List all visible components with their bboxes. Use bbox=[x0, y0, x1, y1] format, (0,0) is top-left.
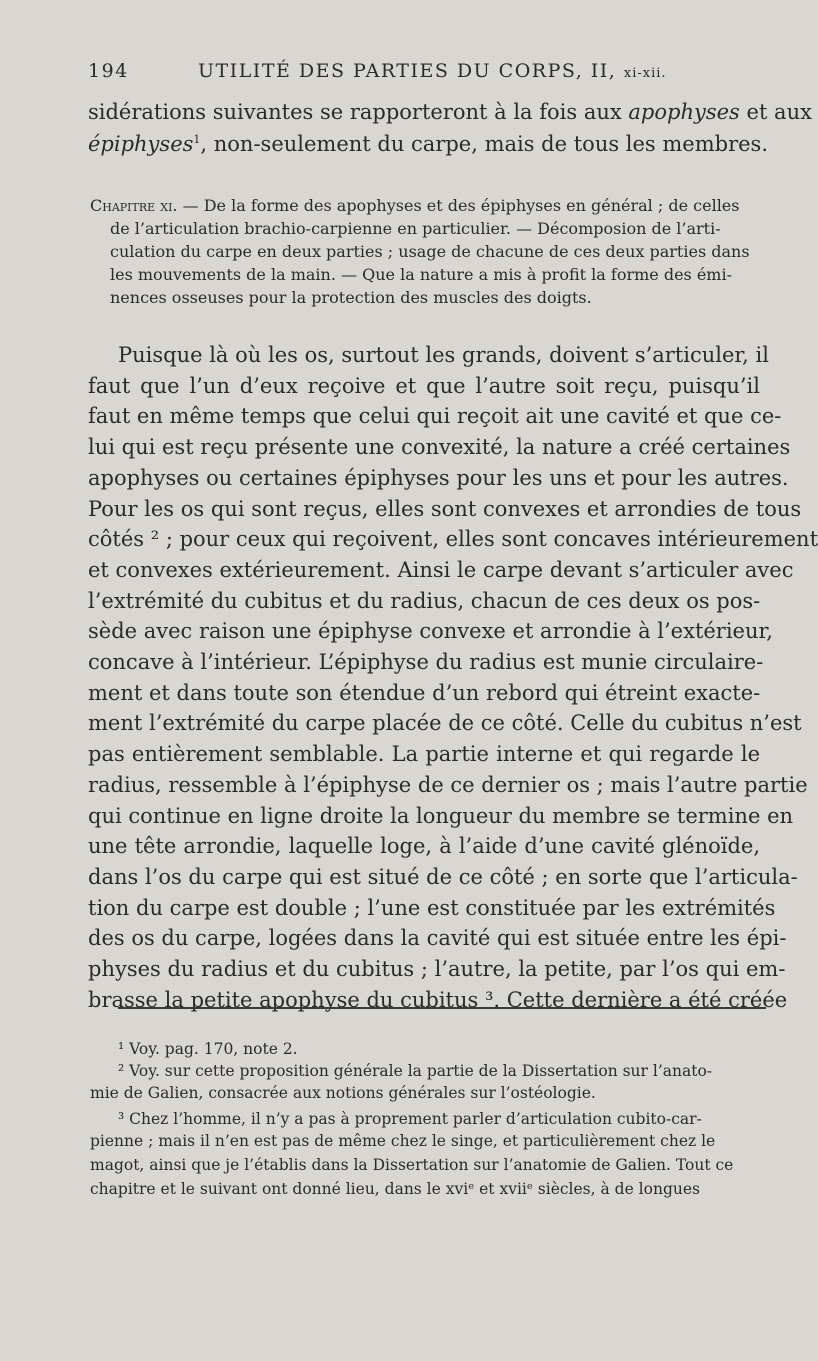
footnote: mie de Galien, consacrée aux notions générales sur l’ostéologie. bbox=[90, 1084, 596, 1102]
body-line: dans l’os du carpe qui est situé de ce côté ; en sorte que l’articula- bbox=[88, 864, 798, 889]
page-number: 194 bbox=[88, 60, 129, 82]
intro-italic-term: épiphyses bbox=[88, 132, 194, 156]
summary-line: culation du carpe en deux parties ; usage de chacune de ces deux parties dans bbox=[110, 242, 750, 261]
summary-line: les mouvements de la main. — Que la nature a mis à profit la forme des émi- bbox=[110, 265, 732, 284]
running-title: UTILITÉ DES PARTIES DU CORPS, II, bbox=[198, 60, 617, 82]
summary-line: nences osseuses pour la protection des muscles des doigts. bbox=[110, 288, 592, 307]
body-line: Pour les os qui sont reçus, elles sont convexes et arrondies de tous bbox=[88, 496, 802, 521]
footnote: magot, ainsi que je l’établis dans la Dissertation sur l’anatomie de Galien. Tout ce bbox=[90, 1156, 734, 1174]
body-line: tion du carpe est double ; l’une est constituée par les extrémités bbox=[88, 895, 776, 920]
footnote-ref: 1 bbox=[193, 133, 201, 146]
intro-italic-term: apophyses bbox=[628, 100, 740, 124]
summary-line: de l’articulation brachio-carpienne en particulier. — Décomposion de l’arti- bbox=[110, 219, 721, 238]
body-line: côtés ² ; pour ceux qui reçoivent, elles sont concaves intérieurement bbox=[88, 527, 818, 552]
footnote: ² Voy. sur cette proposition générale la partie de la Dissertation sur l’anato- bbox=[118, 1062, 713, 1080]
body-line: concave à l’intérieur. L’épiphyse du radius est munie circulaire- bbox=[88, 650, 764, 674]
body-line: brasse la petite apophyse du cubitus ³. Cette dernière a été créée bbox=[88, 987, 788, 1012]
chapter-range: xi-xii. bbox=[623, 66, 667, 81]
body-line: l’extrémité du cubitus et du radius, chacun de ces deux os pos- bbox=[88, 588, 761, 613]
intro-line-2 bbox=[88, 132, 769, 156]
body-line: une tête arrondie, laquelle loge, à l’aide d’une cavité glénoïde, bbox=[88, 834, 760, 859]
body-line: faut en même temps que celui qui reçoit ait une cavité et que ce- bbox=[88, 404, 782, 429]
body-line: pas entièrement semblable. La partie interne et qui regarde le bbox=[88, 742, 760, 767]
intro-text: , non-seulement du carpe, mais de tous les membres. bbox=[200, 132, 769, 156]
intro-text: et aux bbox=[746, 100, 812, 124]
body-line: Puisque là où les os, surtout les grands, doivent s’articuler, il bbox=[118, 343, 769, 367]
body-line: et convexes extérieurement. Ainsi le carpe devant s’articuler avec bbox=[88, 557, 794, 582]
footnote: ³ Chez l’homme, il n’y a pas à proprement parler d’articulation cubito-car- bbox=[118, 1110, 702, 1128]
body-line: apophyses ou certaines épiphyses pour les uns et pour les autres. bbox=[88, 465, 789, 490]
chapter-label: Chapitre xi. bbox=[90, 196, 178, 215]
summary-line bbox=[90, 196, 760, 215]
body-line: ment et dans toute son étendue d’un rebord qui étreint exacte- bbox=[88, 680, 761, 705]
body-line: lui qui est reçu présente une convexité, la nature a créé certaines bbox=[88, 435, 791, 460]
footnote: pienne ; mais il n’en est pas de même chez le singe, et particulièrement chez le bbox=[90, 1132, 716, 1150]
body-line: radius, ressemble à l’épiphyse de ce dernier os ; mais l’autre partie bbox=[88, 772, 808, 797]
body-line: des os du carpe, logées dans la cavité qui est située entre les épi- bbox=[88, 926, 787, 951]
summary-text: — De la forme des apophyses et des épiphyses en général ; de celles bbox=[182, 196, 740, 215]
running-header bbox=[88, 60, 667, 82]
body-line: qui continue en ligne droite la longueur du membre se termine en bbox=[88, 803, 794, 828]
body-line: physes du radius et du cubitus ; l’autre, la petite, par l’os qui em- bbox=[88, 957, 786, 981]
body-line: ment l’extrémité du carpe placée de ce côté. Celle du cubitus n’est bbox=[88, 711, 802, 736]
footnote: chapitre et le suivant ont donné lieu, dans le xviᵉ et xviiᵉ siècles, à de longues bbox=[90, 1180, 700, 1198]
footnote-rule bbox=[118, 1007, 766, 1009]
body-line: faut que l’un d’eux reçoive et que l’autre soit reçu, puisqu’il bbox=[88, 373, 760, 398]
body-line: sède avec raison une épiphyse convexe et arrondie à l’extérieur, bbox=[88, 619, 773, 644]
intro-line-1 bbox=[88, 100, 812, 124]
intro-text: sidérations suivantes se rapporteront à la fois aux bbox=[88, 100, 622, 124]
footnote: ¹ Voy. pag. 170, note 2. bbox=[118, 1040, 298, 1058]
